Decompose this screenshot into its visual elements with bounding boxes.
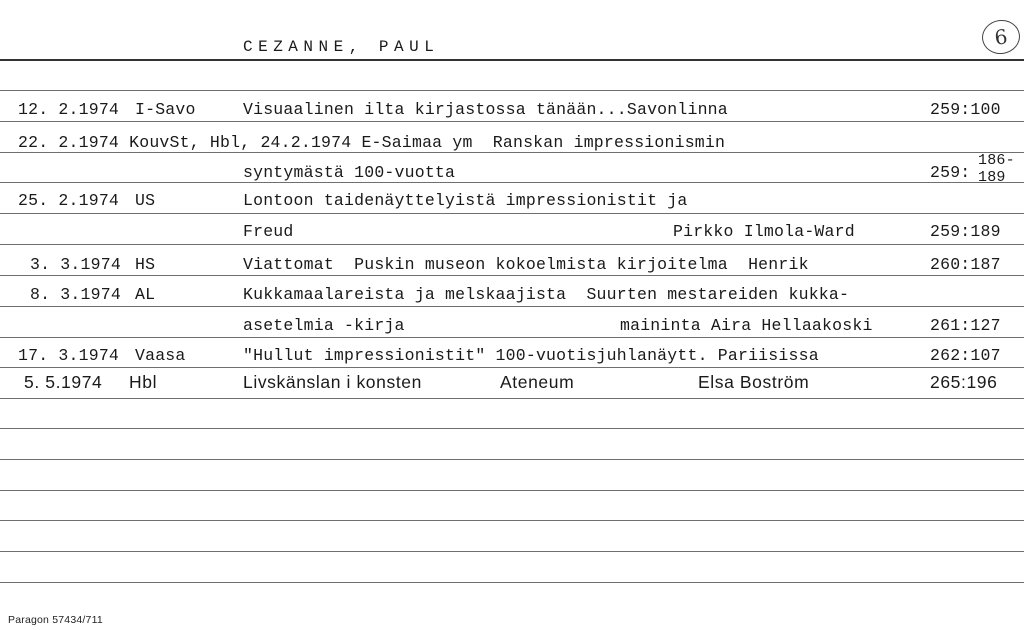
entry-ref-bottom: 189 <box>978 169 1006 186</box>
entry-text: Viattomat Puskin museon kokoelmista kirjoitelma Henrik <box>243 255 809 274</box>
rule <box>0 244 1024 245</box>
card-number-circled: 6 <box>980 18 1022 57</box>
card-title: CEZANNE, PAUL <box>243 38 440 56</box>
entry-source: I-Savo <box>135 100 196 119</box>
rule <box>0 121 1024 122</box>
entry-date: 25. 2.1974 <box>18 191 120 210</box>
entry-ref: 259:189 <box>930 222 1001 241</box>
rule <box>0 213 1024 214</box>
rule <box>0 490 1024 491</box>
rule <box>0 306 1024 307</box>
entry-source: HS <box>135 255 156 274</box>
entry-ref-top: 186- <box>978 152 1015 169</box>
entry-date: 5. 5.1974 <box>24 372 103 392</box>
rule <box>0 582 1024 583</box>
entry-author: Pirkko Ilmola-Ward <box>673 222 855 241</box>
entry-source: US <box>135 191 156 210</box>
entry-text: Lontoon taidenäyttelyistä impressionistit ja <box>243 191 688 210</box>
entry-ref: 260:187 <box>930 255 1001 274</box>
rule <box>0 428 1024 429</box>
entry-text: Kukkamaalareista ja melskaajista Suurten mestareiden kukka- <box>243 285 850 304</box>
entry-ref: 265:196 <box>930 372 998 392</box>
rule <box>0 520 1024 521</box>
rule <box>0 459 1024 460</box>
rule <box>0 551 1024 552</box>
entry-text: asetelmia -kirja <box>243 316 405 335</box>
rule <box>0 337 1024 338</box>
entry-source: Hbl <box>129 372 158 392</box>
printer-mark: Paragon 57434/711 <box>8 614 103 626</box>
rule <box>0 398 1024 399</box>
entry-date: 3. 3.1974 <box>30 255 121 274</box>
rule <box>0 90 1024 91</box>
entry-text: syntymästä 100-vuotta <box>243 163 456 182</box>
rule <box>0 182 1024 183</box>
entry-ref: 262:107 <box>930 346 1001 365</box>
entry-venue: Ateneum <box>500 372 575 392</box>
entry-source: Vaasa <box>135 346 186 365</box>
entry-date: 8. 3.1974 <box>30 285 121 304</box>
entry-ref: 259:100 <box>930 100 1001 119</box>
entry-ref-prefix: 259: <box>930 163 971 182</box>
entry-text: Visuaalinen ilta kirjastossa tänään...Savonlinna <box>243 100 728 119</box>
header-rule <box>0 59 1024 61</box>
entry-date: 17. 3.1974 <box>18 346 120 365</box>
entry-author: maininta Aira Hellaakoski <box>620 316 873 335</box>
entry-text: "Hullut impressionistit" 100-vuotisjuhlanäytt. Pariisissa <box>243 346 819 365</box>
entry-date: 12. 2.1974 <box>18 100 120 119</box>
entry-text: Freud <box>243 222 294 241</box>
entry-title: Livskänslan i konsten <box>243 372 422 392</box>
entry-ref: 261:127 <box>930 316 1001 335</box>
rule <box>0 275 1024 276</box>
rule <box>0 367 1024 368</box>
entry-author: Elsa Boström <box>698 372 810 392</box>
entry-source: AL <box>135 285 156 304</box>
entry-line: 22. 2.1974 KouvSt, Hbl, 24.2.1974 E-Saimaa ym Ranskan impressionismin <box>18 133 726 152</box>
